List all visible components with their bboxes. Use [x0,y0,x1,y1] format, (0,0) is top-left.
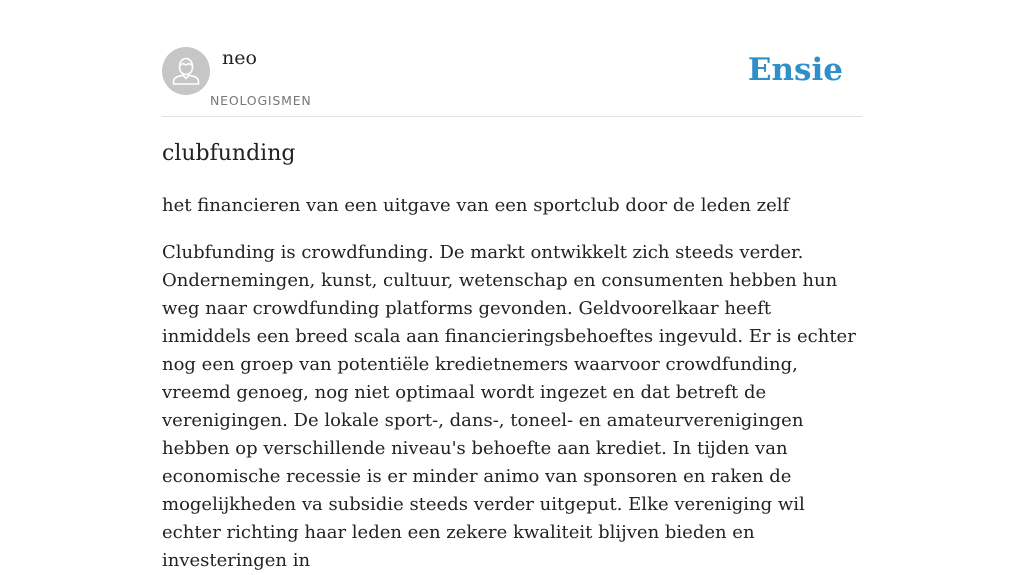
entry-definition: het financieren van een uitgave van een sportclub door de leden zelf [162,195,790,216]
site-logo[interactable]: Ensie [747,52,843,88]
author-name[interactable]: neo [222,47,257,69]
category-label[interactable]: NEOLOGISMEN [210,93,312,108]
user-avatar-icon[interactable] [162,47,210,95]
entry-header [162,46,862,117]
entry-example: Clubfunding is crowdfunding. De markt ontwikkelt zich steeds verder. Ondernemingen, kunst, cultuur, wetenschap en consumenten hebben hun weg naar crowdfunding platforms gevonden. Geldvoorelkaar heeft inmiddels een breed scala aan financieringsbehoeftes ingevuld. Er is echter nog een groep van potentiële kredietnemers waarvoor crowdfunding, vreemd genoeg, nog niet optimaal wordt ingezet en dat betreft de verenigingen. De lokale sport-, dans-, toneel- en amateurverenigingen hebben op verschillende niveau's behoefte aan krediet. In tijden van economische recessie is er minder animo van sponsoren en raken de mogelijkheden va subsidie steeds verder uitgeput. Elke vereniging wil echter richting haar leden een zekere kwaliteit blijven bieden en investeringen in [162,242,856,571]
entry-term: clubfunding [162,141,296,166]
